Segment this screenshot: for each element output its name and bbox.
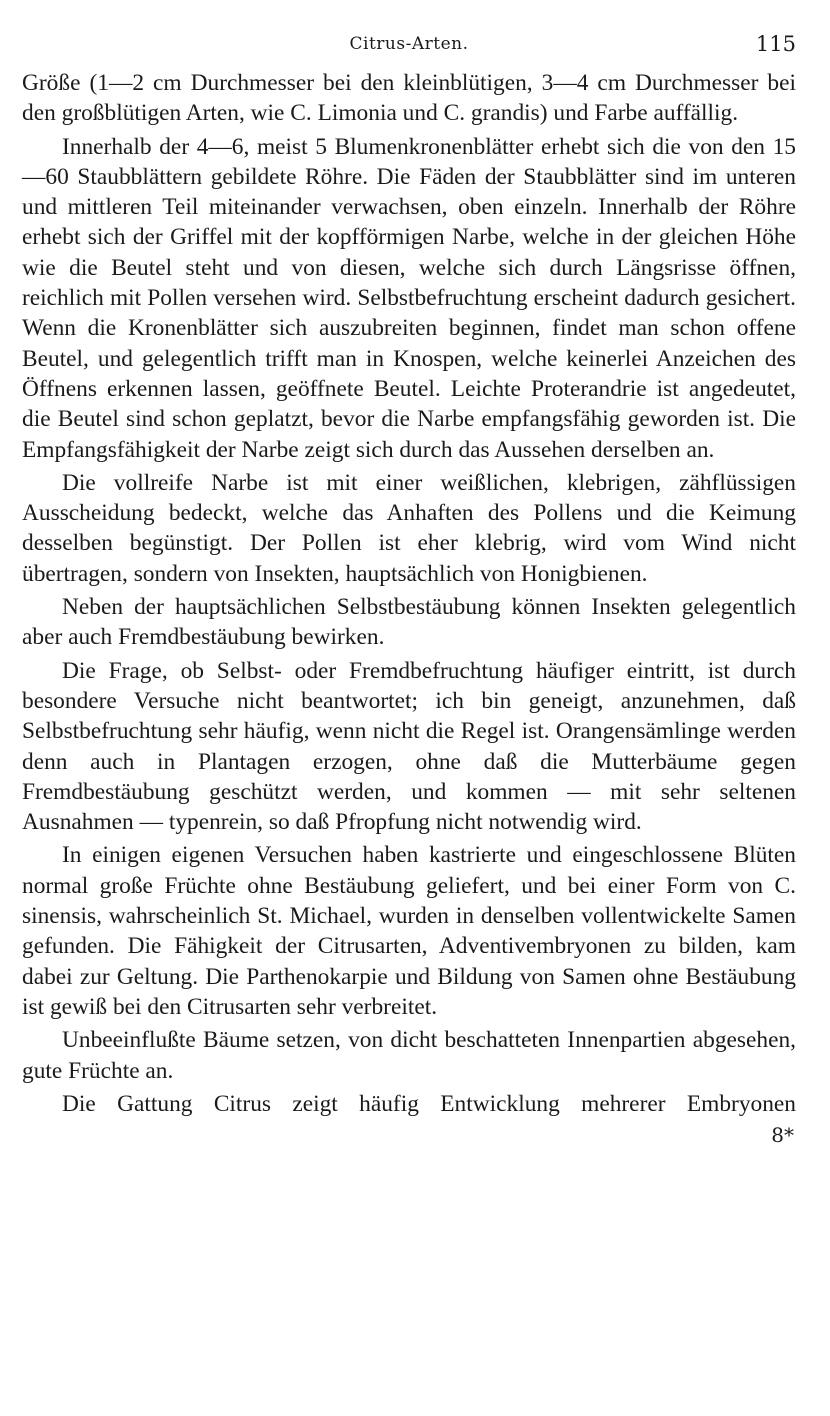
page-number: 115 — [755, 32, 796, 56]
signature-mark: 8* — [771, 1123, 794, 1148]
paragraph: Innerhalb der 4—6, meist 5 Blumenkronenblätter erhebt sich die von den 15—60 Staubblättern gebildete Röhre. Die Fäden der Staubblätter sind im unteren und mittleren Teil miteinander verwachsen, oben einzeln. Innerhalb der Röhre erhebt sich der Griffel mit der kopfförmigen Narbe, welche in der gleichen Höhe wie die Beutel steht und von diesen, welche sich durch Längsrisse öffnen, reichlich mit Pollen versehen wird. Selbstbefruchtung erscheint dadurch gesichert. Wenn die Kronenblätter sich auszubreiten beginnen, findet man schon offene Beutel, und gelegentlich trifft man in Knospen, welche keinerlei Anzeichen des Öffnens erkennen lassen, geöffnete Beutel. Leichte Proterandrie ist angedeutet, die Beutel sind schon geplatzt, bevor die Narbe empfangsfähig geworden ist. Die Empfangsfähigkeit der Narbe zeigt sich durch das Aussehen derselben an. — [22, 133, 796, 463]
paragraph: Die vollreife Narbe ist mit einer weißlichen, klebrigen, zähflüssigen Ausscheidung bedeckt, welche das Anhaften des Pollens und die Keimung desselben begünstigt. Der Pollen ist eher klebrig, wird vom Wind nicht übertragen, sondern von Insekten, hauptsächlich von Honigbienen. — [22, 469, 796, 587]
paragraph: Die Gattung Citrus zeigt häufig Entwicklung mehrerer Embryonen — [62, 1090, 796, 1117]
book-page — [22, 34, 796, 1147]
paragraph: Neben der hauptsächlichen Selbstbestäubung können Insekten gelegentlich aber auch Fremdbestäubung bewirken. — [22, 594, 796, 651]
paragraph: Unbeeinflußte Bäume setzen, von dicht beschatteten Innenpartien abgesehen, gute Früchte an. — [22, 1027, 796, 1084]
paragraph: Größe (1—2 cm Durchmesser bei den kleinblütigen, 3—4 cm Durchmesser bei den großblütigen Arten, wie C. Limonia und C. grandis) und Farbe auffällig. — [22, 70, 796, 127]
running-head: Citrus-Arten. — [349, 34, 469, 54]
page-header — [22, 34, 796, 68]
body-text — [22, 68, 796, 1119]
paragraph: In einigen eigenen Versuchen haben kastrierte und eingeschlossene Blüten normal große Früchte ohne Bestäubung geliefert, und bei einer Form von C. sinensis, wahrscheinlich St. Michael, wurden in denselben vollentwickelte Samen gefunden. Die Fähigkeit der Citrusarten, Adventivembryonen zu bilden, kam dabei zur Geltung. Die Parthenokarpie und Bildung von Samen ohne Bestäubung ist gewiß bei den Citrusarten sehr verbreitet. — [22, 842, 796, 1020]
paragraph: Die Frage, ob Selbst- oder Fremdbefruchtung häufiger eintritt, ist durch besondere Versuche nicht beantwortet; ich bin geneigt, anzunehmen, daß Selbstbefruchtung sehr häufig, wenn nicht die Regel ist. Orangensämlinge werden denn auch in Plantagen erzogen, ohne daß die Mutterbäume gegen Fremdbestäubung geschützt werden, und kommen — mit sehr seltenen Ausnahmen — typenrein, so daß Pfropfung nicht notwendig wird. — [22, 657, 796, 836]
